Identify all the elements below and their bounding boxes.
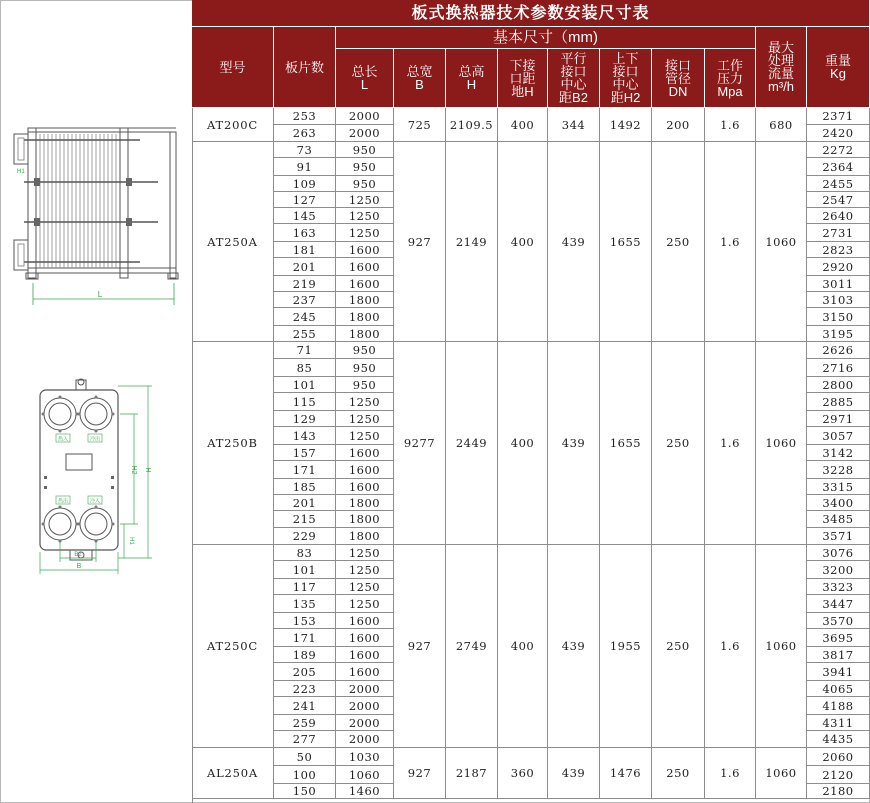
cell-plates: 201 [274, 495, 336, 511]
cell-H1: 360 [498, 748, 548, 799]
cell-length-L: 2000 [336, 125, 394, 142]
cell-plates: 245 [274, 308, 336, 326]
cell-H2: 1655 [600, 142, 652, 342]
cell-plates: 101 [274, 561, 336, 579]
cell-length-L: 1600 [336, 613, 394, 629]
cell-flow: 1060 [756, 748, 807, 799]
cell-length-L: 950 [336, 377, 394, 393]
cell-weight: 2420 [807, 125, 870, 142]
cell-length-L: 1250 [336, 224, 394, 242]
cell-weight: 4065 [807, 681, 870, 697]
cell-plates: 181 [274, 242, 336, 258]
cell-weight: 3941 [807, 663, 870, 681]
cell-length-L: 1800 [336, 308, 394, 326]
cell-length-L: 1800 [336, 326, 394, 342]
cell-H1: 400 [498, 342, 548, 545]
cell-DN: 250 [652, 545, 705, 748]
cell-plates: 145 [274, 208, 336, 224]
cell-B: 927 [394, 142, 446, 342]
cell-length-L: 1030 [336, 748, 394, 766]
cell-length-L: 2000 [336, 731, 394, 748]
cell-H2: 1492 [600, 108, 652, 142]
cell-plates: 241 [274, 697, 336, 715]
cell-plates: 85 [274, 359, 336, 377]
cell-H2: 1655 [600, 342, 652, 545]
cell-plates: 219 [274, 276, 336, 292]
cell-length-L: 1600 [336, 479, 394, 495]
cell-weight: 2180 [807, 784, 870, 799]
cell-plates: 171 [274, 629, 336, 647]
cell-plates: 223 [274, 681, 336, 697]
cell-weight: 3103 [807, 292, 870, 308]
cell-plates: 73 [274, 142, 336, 158]
cell-flow: 1060 [756, 142, 807, 342]
cell-length-L: 1250 [336, 393, 394, 411]
cell-length-L: 2000 [336, 697, 394, 715]
cell-B: 725 [394, 108, 446, 142]
cell-weight: 3200 [807, 561, 870, 579]
cell-B2: 344 [548, 108, 600, 142]
cell-weight: 2547 [807, 192, 870, 208]
cell-length-L: 1800 [336, 292, 394, 308]
cell-length-L: 2000 [336, 108, 394, 125]
cell-plates: 163 [274, 224, 336, 242]
cell-length-L: 1250 [336, 545, 394, 561]
cell-pressure: 1.6 [705, 108, 756, 142]
cell-weight: 2971 [807, 411, 870, 427]
header-H1: 下接 口距 地H [498, 49, 548, 108]
cell-plates: 71 [274, 342, 336, 359]
cell-weight: 3228 [807, 461, 870, 479]
cell-weight: 3150 [807, 308, 870, 326]
cell-plates: 189 [274, 647, 336, 663]
dim-H1-label: H1 [128, 537, 134, 545]
header-H: 总高 H [446, 49, 498, 108]
cell-pressure: 1.6 [705, 342, 756, 545]
cell-model: AT250C [192, 545, 274, 748]
cell-B2: 439 [548, 342, 600, 545]
header-plates: 板片数 [274, 27, 336, 108]
cell-length-L: 1250 [336, 561, 394, 579]
cell-plates: 50 [274, 748, 336, 766]
cell-plates: 277 [274, 731, 336, 748]
cell-weight: 2885 [807, 393, 870, 411]
cell-length-L: 1800 [336, 528, 394, 545]
cell-weight: 4311 [807, 715, 870, 731]
cell-weight: 3011 [807, 276, 870, 292]
cell-weight: 2364 [807, 158, 870, 176]
cell-weight: 2716 [807, 359, 870, 377]
cell-weight: 2920 [807, 258, 870, 276]
dim-B-label: B [76, 563, 82, 570]
cell-length-L: 2000 [336, 681, 394, 697]
dim-H2-label: H2 [130, 465, 137, 475]
cell-plates: 157 [274, 445, 336, 461]
cell-length-L: 1250 [336, 411, 394, 427]
header-model: 型号 [192, 27, 274, 108]
cell-plates: 263 [274, 125, 336, 142]
cell-weight: 3447 [807, 595, 870, 613]
cell-length-L: 1460 [336, 784, 394, 799]
cell-length-L: 950 [336, 158, 394, 176]
cell-plates: 91 [274, 158, 336, 176]
cell-B: 927 [394, 545, 446, 748]
dim-L-label: L [97, 290, 103, 299]
cell-plates: 83 [274, 545, 336, 561]
cell-DN: 250 [652, 748, 705, 799]
cell-H: 2187 [446, 748, 498, 799]
cell-weight: 2800 [807, 377, 870, 393]
cell-DN: 200 [652, 108, 705, 142]
cell-H2: 1476 [600, 748, 652, 799]
cell-length-L: 1600 [336, 629, 394, 647]
cell-B: 9277 [394, 342, 446, 545]
cell-B2: 439 [548, 748, 600, 799]
cell-weight: 3142 [807, 445, 870, 461]
cell-length-L: 1600 [336, 276, 394, 292]
cell-plates: 109 [274, 176, 336, 192]
cell-weight: 4188 [807, 697, 870, 715]
cell-weight: 3057 [807, 427, 870, 445]
cell-plates: 135 [274, 595, 336, 613]
cell-length-L: 950 [336, 359, 394, 377]
cell-plates: 185 [274, 479, 336, 495]
dimensions-subheader: 基本尺寸（mm) [336, 27, 756, 49]
cell-length-L: 1060 [336, 766, 394, 784]
cell-weight: 3695 [807, 629, 870, 647]
cell-length-L: 1600 [336, 242, 394, 258]
cell-pressure: 1.6 [705, 748, 756, 799]
cell-length-L: 950 [336, 342, 394, 359]
cell-model: AT200C [192, 108, 274, 142]
cell-plates: 237 [274, 292, 336, 308]
cell-weight: 3570 [807, 613, 870, 629]
cell-plates: 259 [274, 715, 336, 731]
header-DN: 接口 管径 DN [652, 49, 705, 108]
cell-length-L: 1250 [336, 192, 394, 208]
cell-weight: 2120 [807, 766, 870, 784]
label-out-cold: 冷出 [89, 436, 101, 443]
cell-H: 2109.5 [446, 108, 498, 142]
cell-plates: 143 [274, 427, 336, 445]
cell-length-L: 1800 [336, 511, 394, 528]
table-title: 板式换热器技术参数安装尺寸表 [192, 0, 870, 27]
header-H2: 上下 接口 中心 距H2 [600, 49, 652, 108]
cell-plates: 153 [274, 613, 336, 629]
dim-B2-label: B2 [74, 552, 82, 558]
svg-text:H1: H1 [17, 169, 25, 175]
cell-length-L: 1600 [336, 647, 394, 663]
cell-weight: 2272 [807, 142, 870, 158]
cell-plates: 255 [274, 326, 336, 342]
cell-length-L: 1600 [336, 461, 394, 479]
cell-plates: 150 [274, 784, 336, 799]
cell-length-L: 1250 [336, 208, 394, 224]
header-B2: 平行 接口 中心 距B2 [548, 49, 600, 108]
cell-weight: 3485 [807, 511, 870, 528]
cell-plates: 229 [274, 528, 336, 545]
cell-weight: 3323 [807, 579, 870, 595]
cell-plates: 127 [274, 192, 336, 208]
cell-plates: 215 [274, 511, 336, 528]
cell-H1: 400 [498, 545, 548, 748]
cell-length-L: 950 [336, 176, 394, 192]
cell-plates: 129 [274, 411, 336, 427]
header-weight: 重量 Kg [807, 27, 870, 108]
cell-model: AL250A [192, 748, 274, 799]
cell-H: 2749 [446, 545, 498, 748]
cell-weight: 2371 [807, 108, 870, 125]
cell-weight: 3076 [807, 545, 870, 561]
cell-plates: 100 [274, 766, 336, 784]
cell-H: 2149 [446, 142, 498, 342]
cell-DN: 250 [652, 142, 705, 342]
cell-weight: 2060 [807, 748, 870, 766]
cell-weight: 2823 [807, 242, 870, 258]
cell-weight: 2640 [807, 208, 870, 224]
cell-H1: 400 [498, 108, 548, 142]
cell-weight: 3195 [807, 326, 870, 342]
cell-flow: 1060 [756, 545, 807, 748]
header-B: 总宽 B [394, 49, 446, 108]
cell-B2: 439 [548, 142, 600, 342]
cell-weight: 2731 [807, 224, 870, 242]
cell-plates: 171 [274, 461, 336, 479]
cell-length-L: 1600 [336, 663, 394, 681]
header-flow: 最大 处理 流量 m³/h [756, 27, 807, 108]
cell-weight: 2626 [807, 342, 870, 359]
cell-weight: 2455 [807, 176, 870, 192]
cell-flow: 680 [756, 108, 807, 142]
cell-weight: 3315 [807, 479, 870, 495]
cell-H1: 400 [498, 142, 548, 342]
cell-flow: 1060 [756, 342, 807, 545]
cell-model: AT250A [192, 142, 274, 342]
cell-H: 2449 [446, 342, 498, 545]
header-pressure: 工作 压力 Mpa [705, 49, 756, 108]
cell-length-L: 1600 [336, 258, 394, 276]
cell-length-L: 2000 [336, 715, 394, 731]
cell-B: 927 [394, 748, 446, 799]
label-in-cold: 冷入 [89, 498, 101, 505]
cell-length-L: 1250 [336, 427, 394, 445]
cell-weight: 3571 [807, 528, 870, 545]
cell-DN: 250 [652, 342, 705, 545]
cell-H2: 1955 [600, 545, 652, 748]
cell-plates: 253 [274, 108, 336, 125]
cell-plates: 201 [274, 258, 336, 276]
dim-H-label: H [144, 467, 151, 473]
cell-weight: 3817 [807, 647, 870, 663]
cell-model: AT250B [192, 342, 274, 545]
cell-B2: 439 [548, 545, 600, 748]
cell-plates: 205 [274, 663, 336, 681]
label-in-hot: 热入 [57, 436, 69, 443]
cell-plates: 117 [274, 579, 336, 595]
label-out-hot: 热出 [57, 498, 69, 505]
cell-length-L: 1250 [336, 579, 394, 595]
header-L: 总长 L [336, 49, 394, 108]
cell-length-L: 1250 [336, 595, 394, 613]
cell-length-L: 1800 [336, 495, 394, 511]
cell-pressure: 1.6 [705, 545, 756, 748]
cell-weight: 4435 [807, 731, 870, 748]
cell-weight: 3400 [807, 495, 870, 511]
cell-length-L: 950 [336, 142, 394, 158]
cell-pressure: 1.6 [705, 142, 756, 342]
cell-plates: 101 [274, 377, 336, 393]
cell-plates: 115 [274, 393, 336, 411]
cell-length-L: 1600 [336, 445, 394, 461]
